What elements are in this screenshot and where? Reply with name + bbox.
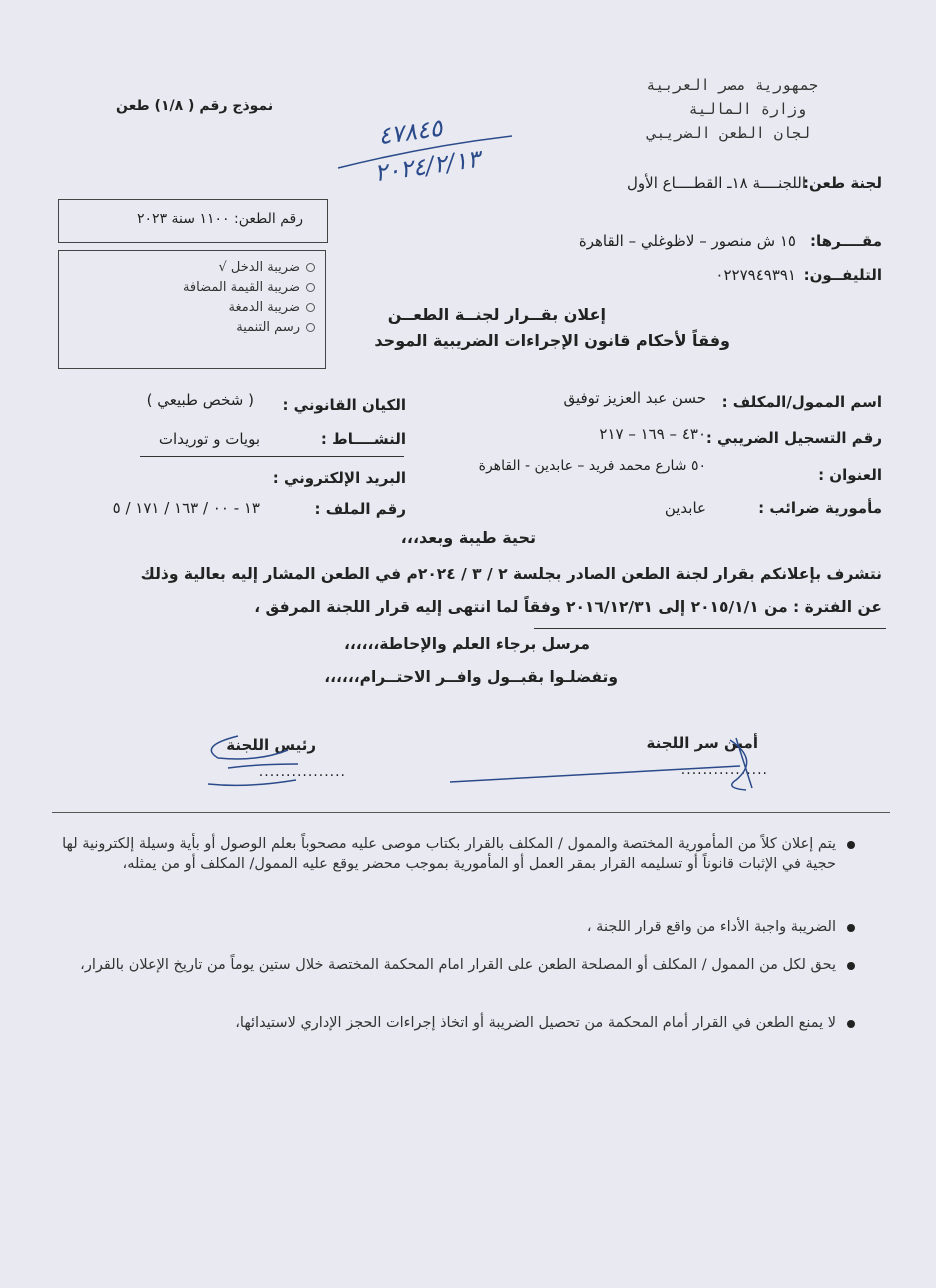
tax-type-vat: ضريبة القيمة المضافة <box>183 278 315 298</box>
committee-address: ١٥ ش منصور – لاظوغلي – القاهرة <box>578 232 796 250</box>
taxpayer-name-label: اسم الممول/المكلف : <box>721 393 882 411</box>
head-signature-line: ................ <box>258 764 346 780</box>
note-2: الضريبة واجبة الأداء من واقع قرار اللجنة ، <box>586 919 836 935</box>
handwritten-underline <box>336 132 516 172</box>
handwritten-date: ٢٠٢٤/٢/١٣ <box>372 144 482 188</box>
body-line4: وتفضلـوا بقبــول وافــر الاحتــرام،،،،،، <box>324 668 618 686</box>
bullet-icon <box>847 962 855 970</box>
body-line2: عن الفترة : من ٢٠١٥/١/١ إلى ٢٠١٦/١٢/٣١ وفقاً لما انتهى إليه قرار اللجنة المرفق ، <box>254 598 882 616</box>
committee-phone: ٠٢٢٧٩٤٩٣٩١ <box>715 266 796 284</box>
secretary-signature <box>440 730 770 794</box>
legal-entity: ( شخص طبيعي ) <box>146 391 254 409</box>
note-1: يتم إعلان كلاً من المأمورية المختصة والممول / المكلف بالقرار بكتاب موصى عليه مصحوباً بعلم الوصول أو بأية وسيلة إلكترونية لها حجية في الإثبات قانوناً أو تسليمه القرار بمقر العمل أو المأمورية بموجب محضر يوقع عليه الممول/ المكلف أو من يمثله، <box>62 836 836 872</box>
phone-label: التليفــون: <box>803 266 882 284</box>
title-line1: إعلان بقــرار لجنــة الطعــن <box>387 305 606 324</box>
activity-label: النشــــاط : <box>320 430 406 448</box>
tax-type-list <box>183 258 315 338</box>
head-title: رئيس اللجنة <box>226 736 316 754</box>
note-3: يحق لكل من الممول / المكلف أو المصلحة الطعن على القرار امام المحكمة المختصة خلال ستين يوماً من تاريخ الإعلان بالقرار، <box>80 957 836 973</box>
tax-type-stamp: ضريبة الدمغة <box>183 298 315 318</box>
address-label-2: العنوان : <box>818 466 882 484</box>
header-ministry: وزارة المالية <box>688 100 806 118</box>
header-country: جمهورية مصر العربية <box>646 76 818 94</box>
period-underline <box>534 628 886 629</box>
activity: بويات و توريدات <box>158 430 260 448</box>
bullet-icon <box>847 924 855 932</box>
taxpayer-name: حسن عبد العزيز توفيق <box>563 389 706 407</box>
head-signature <box>198 728 318 792</box>
secretary-signature-line: ................ <box>680 762 768 778</box>
circle-icon <box>306 303 315 312</box>
file-number-label: رقم الملف : <box>314 500 406 518</box>
appeal-number: رقم الطعن: ١١٠٠ سنة ٢٠٢٣ <box>137 211 303 227</box>
body-line3: مرسل برجاء العلم والإحاطة،،،،،، <box>343 635 590 653</box>
file-number: ١٣ - ٠٠ / ١٦٣ / ١٧١ / ٥ <box>112 499 260 517</box>
handwritten-number: ٤٧٨٤٥ <box>376 113 445 151</box>
circle-icon <box>306 323 315 332</box>
appeal-number-box <box>58 199 328 243</box>
tax-office: عابدين <box>664 499 706 517</box>
bullet-icon <box>847 841 855 849</box>
note-4: لا يمنع الطعن في القرار أمام المحكمة من تحصيل الضريبة أو اتخاذ إجراءات الحجز الإداري لاستيدائها، <box>235 1015 836 1031</box>
bullet-icon <box>847 1020 855 1028</box>
tax-type-income: ضريبة الدخل √ <box>183 258 315 278</box>
tax-reg-number: ٤٣٠ – ١٦٩ – ٢١٧ <box>599 425 706 443</box>
email-label: البريد الإلكتروني : <box>272 469 406 487</box>
header-committees: لجان الطعن الضريبي <box>647 124 810 142</box>
title-line2: وفقاً لأحكام قانون الإجراءات الضريبية الموحد <box>374 331 730 350</box>
body-line1: نتشرف بإعلانكم بقرار لجنة الطعن الصادر بجلسة ٢ / ٣ / ٢٠٢٤م في الطعن المشار إليه بعالية وذلك <box>140 565 882 583</box>
committee-value: اللجنــــة ١٨ـ القطــــاع الأول <box>627 174 806 192</box>
divider <box>52 812 890 813</box>
secretary-title: أمين سر اللجنة <box>646 734 758 752</box>
tax-office-label: مأمورية ضرائب : <box>758 499 882 517</box>
taxpayer-address: ٥٠ شارع محمد فريد – عابدين - القاهرة <box>478 458 706 474</box>
address-label: مقــــرها: <box>810 232 882 250</box>
form-number: نموذج رقم ( ١/٨) طعن <box>116 98 274 114</box>
tax-reg-label: رقم التسجيل الضريبي : <box>705 429 882 447</box>
committee-label: لجنة طعن: <box>803 174 882 192</box>
activity-underline <box>140 456 404 457</box>
legal-entity-label: الكيان القانوني : <box>282 396 406 414</box>
tax-type-development: رسم التنمية <box>183 318 315 338</box>
circle-icon <box>306 283 315 292</box>
tax-type-box <box>58 250 326 369</box>
circle-icon <box>306 263 315 272</box>
greeting: تحية طيبة وبعد،،، <box>400 528 536 547</box>
